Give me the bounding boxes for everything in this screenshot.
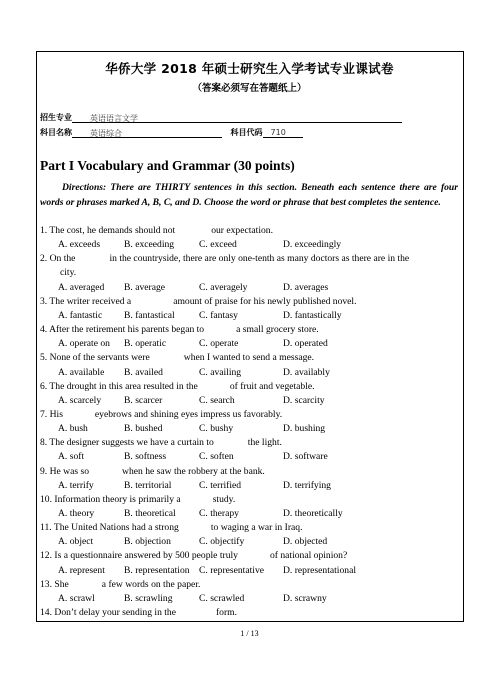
option-a: A. terrify [58,479,94,491]
option-a: A. soft [58,451,85,463]
option-c: C. terrified [199,479,242,491]
subject-label: 科目名称 [40,128,72,137]
option-d: D. theoretically [283,508,343,519]
stem-text: a small grocery store. [236,324,319,336]
question-stem [40,324,319,335]
option-c: C. soften [199,451,234,463]
question-stem [40,225,273,236]
stem-text: the light. [247,437,282,449]
stem-text: in the countryside, there are only one-tenth as many doctors as there are in the [109,253,410,265]
option-a: A. represent [58,564,105,576]
option-b: B. operatic [124,338,167,350]
option-d: D. fantastically [283,309,342,321]
subject-row [40,127,303,138]
stem-text: of fruit and vegetable. [229,380,315,392]
option-d: D. scrawny [283,592,327,604]
code-label: 科目代码 [230,128,263,137]
stem-text: 14. Don’t delay your sending in the [40,607,176,619]
option-a: A. averaged [58,281,105,293]
stem-text: to waging a war in Iraq. [210,522,303,534]
stem-text: 2. On the [40,253,76,265]
option-c: C. fantasy [199,309,238,321]
option-d: D. representational [283,564,356,576]
option-a: A. operate on [58,338,110,350]
stem-text: 6. The drought in this area resulted in the [40,380,198,392]
option-c: C. scrawled [199,592,245,604]
option-b: B. availed [124,366,163,378]
stem-text: 5. None of the servants were [40,352,150,364]
major-label: 招生专业 [40,113,72,122]
stem-text: amount of praise for his newly published novel. [173,295,357,307]
stem-text: when he saw the robbery at the bank. [122,465,265,477]
option-b: B. objection [124,536,171,548]
option-d: D. availably [283,366,330,378]
stem-text: of national opinion? [269,550,348,562]
option-c: C. operate [199,338,239,350]
question-stem [40,253,409,264]
question-stem [40,494,235,505]
option-b: B. territorial [124,479,172,491]
option-c: C. search [199,394,235,406]
option-d: D. objected [283,536,328,548]
question-stem [40,579,200,590]
option-b: B. scarcer [124,394,163,406]
question-stem [40,466,265,477]
option-d: D. operated [283,338,328,350]
option-d: D. averages [283,281,329,293]
option-b: B. representation [124,564,190,576]
stem-text: 8. The designer suggests we have a curtain to [40,437,214,449]
option-c: C. availing [199,366,242,378]
option-d: D. scarcity [283,394,325,406]
option-b: B. fantastical [124,309,175,321]
stem-text: form. [215,607,238,619]
option-a: A. available [58,366,105,378]
option-b: B. exceeding [124,239,175,251]
option-d: D. terrifying [283,479,331,491]
major-row [40,112,402,123]
option-d: D. software [283,451,328,463]
code-value: 710 [263,128,303,138]
stem-text: 12. Is a questionnaire answered by 500 people truly [40,550,238,562]
question-stem [40,437,282,448]
question-stem [40,522,302,533]
option-a: A. object [58,536,94,548]
question-stem [40,296,357,307]
question-stem [40,352,314,363]
stem-text: study. [212,493,236,505]
option-a: A. bush [58,423,88,435]
directions: Directions: There are THIRTY sentences in this section. Beneath each sentence there are four words or phrases marked A, B, C, and D. Choose the word or phrase that best completes the sentence. [40,182,458,208]
option-a: A. scarcely [58,394,102,406]
stem-text: 4. After the retirement his parents began to [40,324,205,336]
stem-text: 13. She [40,578,69,590]
stem-continuation: city. [60,267,77,279]
option-b: B. softness [124,451,167,463]
major-value: 英语语言文学 [72,113,402,123]
stem-text: eyebrows and shining eyes impress us favorably. [94,408,283,420]
option-b: B. scrawling [124,592,173,604]
option-a: A. exceeds [58,239,101,251]
option-a: A. theory [58,508,95,519]
exam-title: 华侨大学 2018 年硕士研究生入学考试专业课试卷 [105,61,394,76]
option-d: D. exceedingly [283,239,342,251]
stem-text: 7. His [40,408,63,420]
option-c: C. representative [199,564,264,576]
subject-value: 英语综合 [72,128,222,138]
stem-text: when I wanted to send a message. [183,352,315,364]
option-b: B. theoretical [124,508,176,519]
option-a: A. scrawl [58,592,95,604]
option-b: B. average [124,281,166,293]
option-d: D. bushing [283,423,326,435]
stem-text: a few words on the paper. [101,578,201,590]
option-c: C. bushy [199,423,234,435]
stem-text: 9. He was so [40,465,90,477]
option-b: B. bushed [124,423,163,435]
option-c: C. averagely [199,281,248,293]
question-stem [40,381,315,392]
stem-text: 10. Information theory is primarily a [40,493,181,505]
option-c: C. objectify [199,536,245,548]
option-a: A. fantastic [58,309,103,321]
question-stem [40,607,237,618]
page-number: 1 / 13 [240,629,259,638]
stem-text: our expectation. [211,225,273,236]
question-stem [40,409,282,420]
stem-text: 11. The United Nations had a strong [40,522,179,534]
part-heading: Part I Vocabulary and Grammar (30 points) [40,158,295,173]
option-c: C. therapy [199,508,239,519]
option-c: C. exceed [199,239,237,251]
stem-text: 1. The cost, he demands should not [40,225,176,236]
exam-subtitle: （答案必须写在答题纸上） [192,83,307,94]
question-stem [40,550,347,561]
stem-text: 3. The writer received a [40,295,132,307]
